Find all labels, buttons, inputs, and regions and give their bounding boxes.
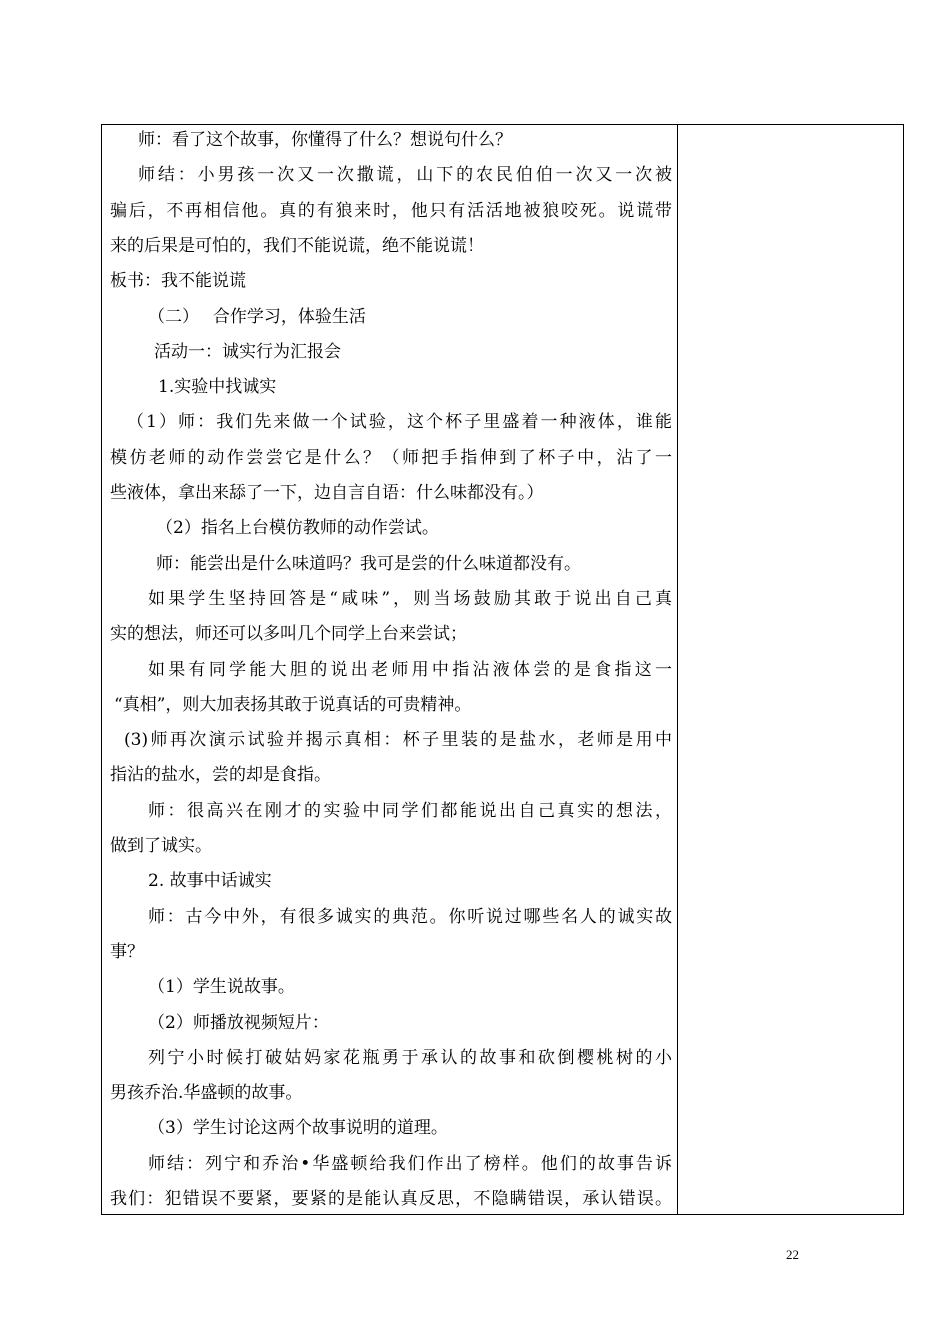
text-line: 模仿老师的动作尝尝它是什么？（师把手指伸到了杯子中，沾了一 <box>110 447 672 468</box>
text-line: （2）指名上台模仿教师的动作尝试。 <box>156 518 439 539</box>
text-line: 指沾的盐水，尝的却是食指。 <box>110 765 331 786</box>
lesson-table <box>101 124 904 1215</box>
text-line: （二） 合作学习，体验生活 <box>148 306 366 327</box>
text-line: 师：看了这个故事，你懂得了什么？想说句什么？ <box>138 130 512 150</box>
text-line: (3)师再次演示试验并揭示真相：杯子里装的是盐水，老师是用中 <box>124 730 672 751</box>
text-line: 1.实验中找诚实 <box>158 377 277 398</box>
text-line: 活动一：诚实行为汇报会 <box>154 341 341 362</box>
text-line: （1）师：我们先来做一个试验，这个杯子里盛着一种液体，谁能 <box>127 412 672 433</box>
page-number: 22 <box>786 1247 799 1262</box>
text-line: 做到了诚实。 <box>110 836 212 856</box>
text-line: 实的想法，师还可以多叫几个同学上台来尝试； <box>110 624 467 645</box>
text-line: 师结：列宁和乔治•华盛顿给我们作出了榜样。他们的故事告诉 <box>148 1153 672 1174</box>
text-line: 来的后果是可怕的，我们不能说谎，绝不能说谎！ <box>110 235 484 256</box>
text-line: 男孩乔治.华盛顿的故事。 <box>110 1083 303 1104</box>
text-line: （1）学生说故事。 <box>148 977 295 998</box>
text-line: 如果有同学能大胆的说出老师用中指沾液体尝的是食指这一 <box>148 659 672 680</box>
text-line: （2）师播放视频短片： <box>148 1012 329 1033</box>
text-line: 师：古今中外，有很多诚实的典范。你听说过哪些名人的诚实故 <box>148 906 672 927</box>
text-line: “真相”，则大加表扬其敢于说真话的可贵精神。 <box>114 694 472 715</box>
text-line: 2. 故事中话诚实 <box>148 871 272 892</box>
text-line: 列宁小时候打破姑妈家花瓶勇于承认的故事和砍倒樱桃树的小 <box>148 1047 672 1068</box>
notes-column-cell <box>678 125 903 1214</box>
text-line: 如果学生坚持回答是“咸味”，则当场鼓励其敢于说出自己真 <box>148 588 672 609</box>
text-line: 板书：我不能说谎 <box>110 271 246 292</box>
text-line: 事？ <box>110 941 144 962</box>
text-line: 我们：犯错误不要紧，要紧的是能认真反思，不隐瞒错误，承认错误。 <box>110 1189 672 1209</box>
text-line: 些液体，拿出来舔了一下，边自言自语：什么味都没有。） <box>110 483 544 503</box>
text-line: 师结：小男孩一次又一次撒谎，山下的农民伯伯一次又一次被 <box>138 165 672 186</box>
text-line: （3）学生讨论这两个故事说明的道理。 <box>148 1118 448 1139</box>
text-line: 师：很高兴在刚才的实验中同学们都能说出自己真实的想法， <box>148 800 672 821</box>
text-line: 骗后，不再相信他。真的有狼来时，他只有活活地被狼咬死。说谎带 <box>110 200 672 221</box>
text-line: 师：能尝出是什么味道吗？我可是尝的什么味道都没有。 <box>156 553 581 574</box>
